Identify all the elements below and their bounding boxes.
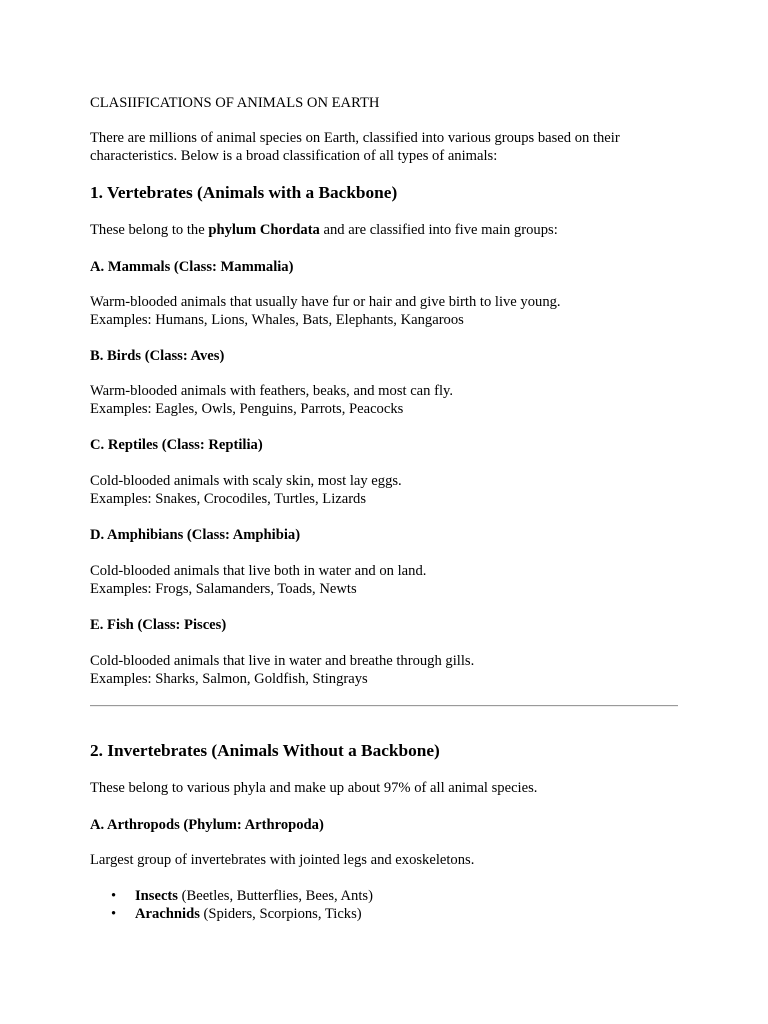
list-item [90, 905, 373, 923]
list-item-bold: Insects [135, 888, 178, 904]
intro-line-2: characteristics. Below is a broad classification of all types of animals: [90, 148, 498, 164]
arthropods-list [90, 887, 373, 923]
amphibians-examples: Examples: Frogs, Salamanders, Toads, Newts [90, 581, 357, 597]
reptiles-examples: Examples: Snakes, Crocodiles, Turtles, Lizards [90, 491, 367, 507]
birds-description: Warm-blooded animals with feathers, beaks, and most can fly. [90, 383, 454, 399]
reptiles-heading: C. Reptiles (Class: Reptilia) [90, 437, 263, 453]
reptiles-description: Cold-blooded animals with scaly skin, most lay eggs. [90, 473, 402, 489]
fish-description: Cold-blooded animals that live in water and breathe through gills. [90, 653, 475, 669]
vertebrates-intro-post: and are classified into five main groups: [319, 222, 558, 238]
vertebrates-intro-bold: phylum Chordata [208, 222, 320, 238]
horizontal-divider [90, 705, 678, 707]
list-item [90, 887, 373, 905]
mammals-description: Warm-blooded animals that usually have fur or hair and give birth to live young. [90, 294, 561, 310]
fish-examples: Examples: Sharks, Salmon, Goldfish, Stingrays [90, 671, 368, 687]
bullet-icon: • [111, 888, 117, 904]
vertebrates-intro-pre: These belong to the [90, 222, 209, 238]
invertebrates-heading: 2. Invertebrates (Animals Without a Backbone) [90, 741, 440, 760]
vertebrates-heading: 1. Vertebrates (Animals with a Backbone) [90, 183, 398, 202]
fish-heading: E. Fish (Class: Pisces) [90, 617, 227, 633]
birds-examples: Examples: Eagles, Owls, Penguins, Parrots, Peacocks [90, 401, 404, 417]
birds-heading: B. Birds (Class: Aves) [90, 348, 225, 364]
invertebrates-intro: These belong to various phyla and make up about 97% of all animal species. [90, 780, 538, 796]
intro-line-1: There are millions of animal species on Earth, classified into various groups based on their [90, 130, 620, 146]
bullet-icon: • [111, 906, 117, 922]
list-item-bold: Arachnids [135, 906, 200, 922]
amphibians-description: Cold-blooded animals that live both in water and on land. [90, 563, 427, 579]
arthropods-description: Largest group of invertebrates with jointed legs and exoskeletons. [90, 852, 475, 868]
vertebrates-intro [90, 221, 558, 239]
amphibians-heading: D. Amphibians (Class: Amphibia) [90, 527, 301, 543]
mammals-examples: Examples: Humans, Lions, Whales, Bats, Elephants, Kangaroos [90, 312, 464, 328]
mammals-heading: A. Mammals (Class: Mammalia) [90, 259, 294, 275]
list-item-text: (Beetles, Butterflies, Bees, Ants) [177, 888, 373, 904]
list-item-text: (Spiders, Scorpions, Ticks) [199, 906, 362, 922]
arthropods-heading: A. Arthropods (Phylum: Arthropoda) [90, 817, 324, 833]
document-title: CLASIIFICATIONS OF ANIMALS ON EARTH [90, 95, 380, 111]
